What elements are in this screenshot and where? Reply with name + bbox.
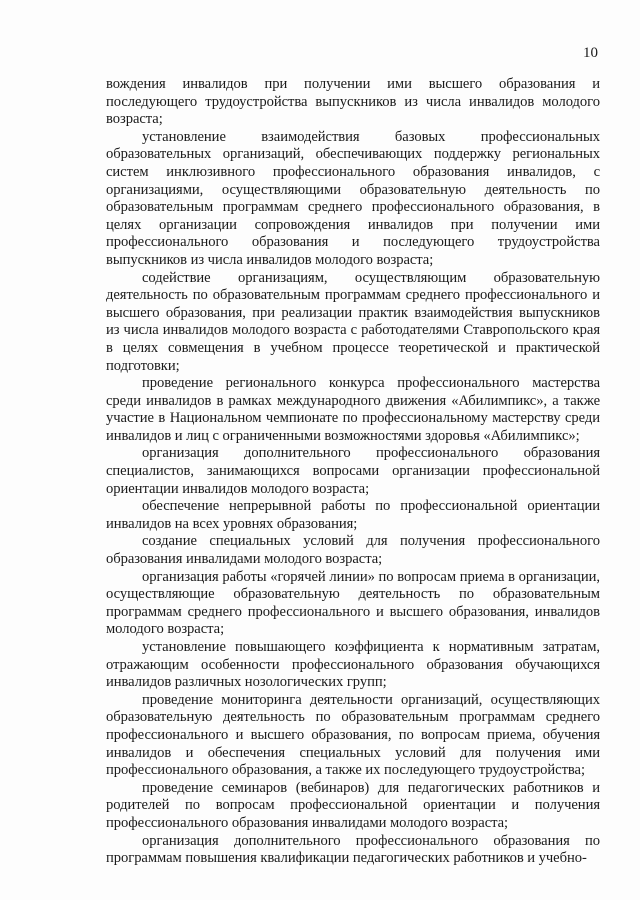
paragraph: обеспечение непрерывной работы по профессиональной ориентации инвалидов на всех уровнях образования; <box>106 498 600 532</box>
paragraph: организация работы «горячей линии» по вопросам приема в организации, осуществляющие образовательную деятельность по образовательным программам среднего профессионального и высшего образования, инвалидов молодого возраста; <box>106 568 600 638</box>
paragraph: организация дополнительного профессионального образования специалистов, занимающихся вопросами организации профессиональной ориентации инвалидов молодого возраста; <box>106 445 600 497</box>
paragraph: проведение семинаров (вебинаров) для педагогических работников и родителей по вопросам профессиональной ориентации и получения профессионального образования инвалидами молодого возраста; <box>106 779 600 831</box>
paragraph: проведение регионального конкурса профессионального мастерства среди инвалидов в рамках международного движения «Абилимпикс», а также участие в Национальном чемпионате по профессиональному мастерству среди инвалидов и лиц с ограниченными возможностями здоровья «Абилимпикс»; <box>106 375 600 444</box>
paragraph: установление взаимодействия базовых профессиональных образовательных организаций, обеспечивающих поддержку региональных систем инклюзивного профессионального образования инвалидов, с организациями, осуществляющими образовательную деятельность по образовательным программам среднего профессионального образования, в целях организации сопровождения инвалидов при получении ими профессионального образования и последующего трудоустройства выпускников из числа инвалидов молодого возраста; <box>106 128 600 268</box>
paragraph: создание специальных условий для получения профессионального образования инвалидами молодого возраста; <box>106 533 600 568</box>
paragraph: содействие организациям, осуществляющим образовательную деятельность по образовательным программам среднего профессионального и высшего образования, при реализации практик взаимодействия выпускников из числа инвалидов молодого возраста с работодателями Ставропольского края в целях совмещения в учебном процессе теоретической и практической подготовки; <box>106 269 600 374</box>
paragraph: организация дополнительного профессионального образования по программам повышения квалификации педагогических работников и учебно- <box>106 832 600 867</box>
paragraph-continuation: вождения инвалидов при получении ими высшего образования и последующего трудоустройства выпускников из числа инвалидов молодого возраста; <box>106 76 600 128</box>
paragraph: установление повышающего коэффициента к нормативным затратам, отражающим особенности профессионального образования обучающихся инвалидов различных нозологических групп; <box>106 639 600 691</box>
document-body <box>106 76 600 868</box>
page-number: 10 <box>583 45 598 61</box>
paragraph: проведение мониторинга деятельности организаций, осуществляющих образовательную деятельность по образовательным программам среднего профессионального и высшего образования, по вопросам приема, обучения инвалидов и обеспечения специальных условий для получения ими профессионального образования, а также их последующего трудоустройства; <box>106 691 600 779</box>
